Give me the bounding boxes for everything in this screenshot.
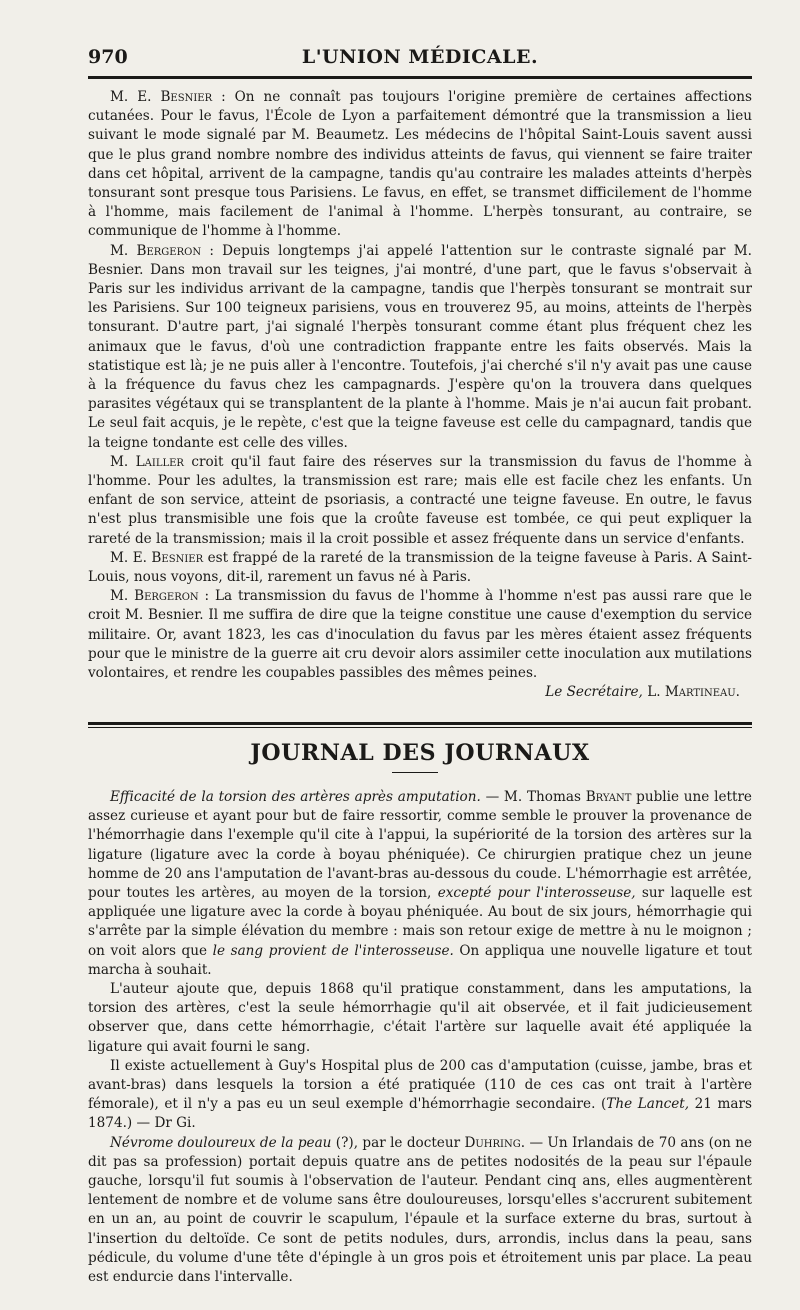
review-paragraph: L'auteur ajoute que, depuis 1868 qu'il pratique constamment, dans les amputations, la torsion des artères, c'est la seule hémorrhagie qu'il ait observée, et il fait judicieusement observer que, dans cette hémorrhagie, c'était l'artère sur laquelle avait été appliquée la ligature qui avait fourni le sang.: [88, 981, 752, 1055]
paragraph-text: sur laquelle est appliquée une ligature avec la corde à boyau phéniquée. Au bout de six jours, hémorrhagie qui s'arrête par la simple élévation du membre : mais son retour exige de mettre à nu le moignon ; on voit alors que: [88, 885, 753, 959]
speaker-name: M. Bergeron: [110, 242, 202, 259]
paragraph-text: Il existe actuellement à Guy's Hospital plus de 200 cas d'amputation (cuisse, jambe, bras et avant-bras) dans lesquels la torsion a été pratiquée (110 de ces cas ont trait à l'artère fémorale), et il n'y a pas eu un seul exemple d'hémorrhagie secondaire. (: [88, 1057, 752, 1113]
italic-phrase: le sang provient de l'interosseuse.: [212, 942, 454, 959]
secretary-signature: [88, 683, 752, 702]
paragraph-text: 21 mars 1874.) — Dr Gi.: [88, 1096, 752, 1132]
discussion-paragraph: [88, 453, 752, 549]
discussion-paragraph: [88, 587, 752, 683]
author-name: Bryant: [585, 789, 632, 805]
signature-name: L. Martineau.: [642, 684, 740, 701]
paragraph-text: : La transmission du favus de l'homme à l'homme n'est pas aussi rare que le croit M. Besnier. Il me suffira de dire que la teigne constitue une cause d'exemption du service militaire. Or, avant 1823, les cas d'inoculation du favus par les mères étaient assez fréquents pour que le ministre de la guerre ait cru devoir alors assimiler cette inoculation aux mutilations volontaires, et rendre les coupables passibles des mêmes peines.: [88, 588, 752, 682]
discussion-paragraph: [88, 549, 752, 587]
speaker-name: M. E. Besnier: [110, 89, 213, 105]
running-title: L'UNION MÉDICALE.: [301, 46, 539, 68]
section-title: JOURNAL DES JOURNAUX: [250, 740, 590, 766]
discussion-paragraph: [88, 88, 752, 242]
article-title: Névrome douloureux de la peau: [110, 1134, 332, 1151]
paragraph-text: : Depuis longtemps j'ai appelé l'attention sur le contraste signalé par M. Besnier. Dans mon travail sur les teignes, j'ai montré, d'une part, que le favus s'observait à Paris sur les individus arrivant de la campagne, tandis que l'herpès tonsurant se montrait sur les Parisiens. Sur 100 teigneux parisiens, vous en trouverez 95, au moins, atteints de l'herpès tonsurant. D'autre part, j'ai signalé l'herpès tonsurant comme étant plus fréquent chez les animaux que le favus, d'où une contradiction frappante entre les faits observés. Mais la statistique est là; je ne puis aller à l'encontre. Toutefois, j'ai cherché s'il n'y avait pas une cause à la fréquence du favus chez les campagnards. J'espère qu'on la trouvera dans quelques parasites végétaux qui se transplantent de la plante à l'homme. Mais je n'ai aucun fait probant. Le seul fait acquis, je le repète, c'est que la teigne faveuse est celle du campagnard, tandis que la teigne tondante est celle des villes.: [88, 242, 752, 451]
paragraph-text: croit qu'il faut faire des réserves sur la transmission du favus de l'homme à l'homme. Pour les adultes, la transmission est rare; mais elle est facile chez les enfants. Un enfant de son service, atteint de psoriasis, a contracté une teigne faveuse. En outre, le favus n'est plus transmisible une fois que la croûte faveuse est tombée, ce qui peut expliquer la rareté de la transmission; mais il la croit possible et assez fréquente dans un service d'enfants.: [88, 453, 753, 547]
signature-role: Le Secrétaire,: [545, 684, 643, 701]
title-rule: [392, 772, 438, 773]
journal-reviews: [88, 788, 752, 1287]
paragraph-text: . — Un Irlandais de 70 ans (on ne dit pas sa profession) portait depuis quatre ans de petites nodosités de la peau sur l'épaule gauche, lorsqu'il fut soumis à l'observation de l'auteur. Pendant cinq ans, elles augmentèrent lentement de nombre et de volume sans être douloureuses, lorsqu'elles s'accrurent subitement en un an, au point de couvrir le scapulum, l'épaule et la surface externe du bras, surtout à l'insertion du deltoïde. Ce sont de petits nodules, durs, arrondis, inclus dans la peau, sans pédicule, du volume d'une tête d'épingle à un gros pois et étroitement unis par place. La peau est endurcie dans l'intervalle.: [88, 1134, 752, 1286]
article-title: Efficacité de la torsion des artères après amputation.: [110, 789, 481, 805]
speaker-name: M. E. Besnier: [110, 549, 204, 566]
paragraph-text: : On ne connaît pas toujours l'origine première de certaines affections cutanées. Pour le favus, l'École de Lyon a parfaitement démontré que la transmission a lieu suivant le mode signalé par M. Beaumetz. Les médecins de l'hôpital Saint-Louis savent aussi que le plus grand nombre nombre des individus atteints de favus, qui viennent se faire traiter dans cet hôpital, arrivent de la campagne, tandis qu'au contraire les malades atteints d'herpès tonsurant sont presque tous Parisiens. Le favus, en effet, se transmet difficilement de l'homme à l'homme, mais facilement de l'animal à l'homme. L'herpès tonsurant, au contraire, se communique de l'homme à l'homme.: [88, 89, 753, 240]
review-paragraph: [88, 1134, 752, 1288]
society-discussion: [88, 88, 752, 703]
speaker-name: M. Lailler: [110, 453, 184, 470]
section-rule-top: [88, 722, 752, 725]
review-paragraph: [88, 1057, 752, 1134]
paragraph-text: — M. Thomas: [480, 789, 586, 805]
page-header: [88, 46, 752, 72]
author-name: Duhring: [464, 1134, 521, 1151]
paragraph-text: On appliqua une nouvelle ligature et tout marcha à souhait.: [88, 942, 752, 978]
paragraph-text: est frappé de la rareté de la transmission de la teigne faveuse à Paris. A Saint-Louis, nous voyons, dit-il, rarement un favus né à Paris.: [88, 549, 753, 586]
header-rule: [88, 76, 752, 79]
paragraph-text: publie une lettre assez curieuse et ayant pour but de faire ressortir, comme semble le prouver la provenance de l'hémorrhagie dans l'exemple qu'il cite à l'appui, la supériorité de la torsion des artères sur la ligature (ligature avec la corde à boyau phéniquée). Ce chirurgien pratique chez un jeune homme de 20 ans l'amputation de l'avant-bras au-dessous du coude. L'hémorrhagie est arrêtée, pour toutes les artères, au moyen de la torsion,: [88, 789, 752, 902]
italic-phrase: excepté pour l'interosseuse,: [437, 885, 636, 902]
source-journal: The Lancet,: [606, 1096, 690, 1113]
page-number: 970: [88, 46, 128, 68]
speaker-name: M. Bergeron: [110, 588, 199, 605]
review-paragraph: [88, 788, 752, 980]
section-rule-bottom: [88, 727, 752, 728]
discussion-paragraph: [88, 242, 752, 453]
paragraph-text: (?), par le docteur: [331, 1134, 465, 1151]
